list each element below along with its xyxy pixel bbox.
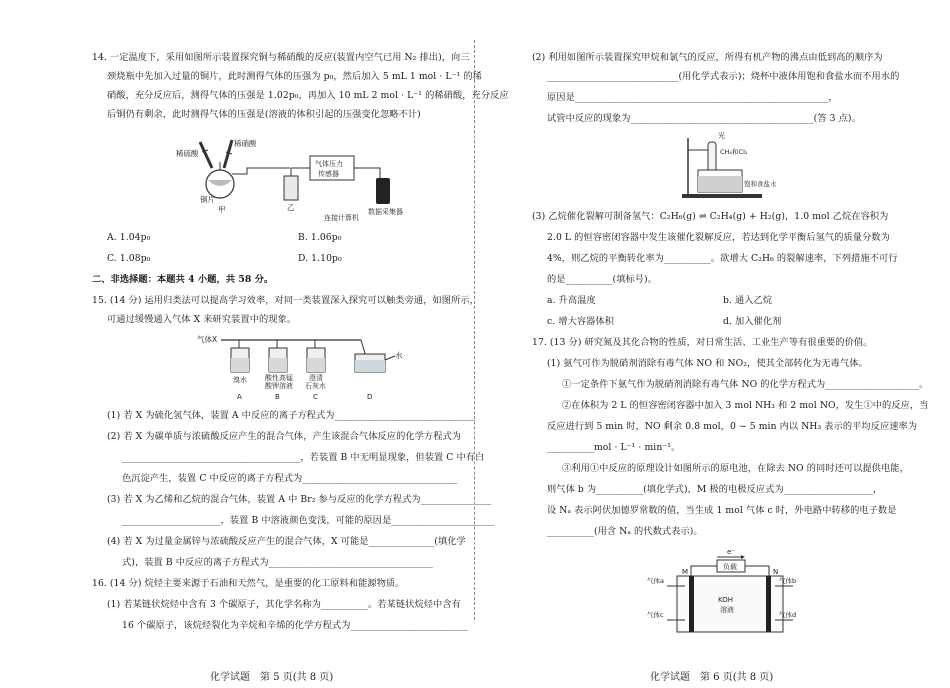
section-2-heading: 二、非选择题：本题共 4 小题，共 58 分。 [92,274,274,285]
q15-part2-line2-text: ，若装置 B 中无明显现象，但装置 C 中有白 [300,452,485,463]
q14-line1: 14. 一定温度下，采用如图所示装置探究铜与稀硝酸的反应(装置内空气已用 N₂ 排出)，向三 [92,52,470,63]
q16-3-option-a: a. 升高温度 [547,295,596,306]
q16-2-apparatus-figure [680,130,790,202]
q16-part1-line1: (1) 若某链状烷烃中含有 3 个碳原子，其化学名称为__________。若某链状烷烃中含有 [107,599,461,610]
q16-part1-line1-text: (1) 若某链状烷烃中含有 3 个碳原子，其化学名称为 [107,599,322,610]
q14-line2: 颈烧瓶中先加入过量的铜片，此时测得气体的压强为 p₀，然后加入 5 mL 1 mol · L⁻¹ 的稀 [107,71,482,82]
q16-3-line3: 4%，则乙烷的平衡转化率为__________。欲增大 C₂H₆ 的裂解速率，下列措施不可行 [547,253,898,264]
q17-sub3-line3: 设 Nₐ 表示阿伏加德罗常数的值，当生成 1 mol 气体 c 时，外电路中转移的电子数是 [547,505,897,516]
label-bromine: 溴水 [233,376,247,384]
q16-3-line4-tail: (填标号)。 [612,274,658,285]
q16-3-line2: 2.0 L 的恒容密闭容器中发生该催化裂解反应，若达到化学平衡后氢气的质量分数为 [547,232,890,243]
label-dilute-h2so4: 稀硫酸 [176,149,199,158]
q17-sub1-text: ①一定条件下氨气作为脱硝剂消除有毒气体 NO 的化学方程式为 [562,379,826,390]
wire-left [691,566,717,576]
q16-3-line1: (3) 乙烷催化裂解可制备氢气：C₂H₆(g) ⇌ C₂H₄(g) + H₂(g)，1.0 mol 乙烷在容积为 [532,211,889,222]
q15-part3-line1: (3) 若 X 为乙烯和乙烷的混合气体，装置 A 中 Br₂ 参与反应的化学方程式为_______________ [107,494,492,505]
q17-sub3-line4: __________(用含 Nₐ 的代数式表示)。 [547,526,703,537]
q16-3-line4: 的是__________(填标号)。 [547,274,658,285]
label-copper: 铜片 [200,195,215,204]
q16-2-line4: 试管中反应的现象为_______________________________________(答 3 点)。 [547,113,861,124]
q16-2-line2-tail: (用化学式表示)；烧杯中液体用饱和食盐水而不用水的 [678,71,900,82]
label-gas-a: 气体a [647,577,664,585]
q15-part3-line2: _____________________，装置 B 中溶液颜色变浅，可能的原因是______________________ [122,515,495,526]
q15-part3-line1-text: (3) 若 X 为乙烯和乙烷的混合气体，装置 A 中 Br₂ 参与反应的化学方程式为 [107,494,421,505]
q15-part4-line2-text: 式)，装置 B 中反应的离子方程式为 [122,557,269,568]
water-trough-d [355,340,385,372]
q16-2-line4-tail: (答 3 点)。 [813,113,861,124]
q17-sub2-line3: __________mol · L⁻¹ · min⁻¹。 [547,442,681,453]
label-gas-d: 气体d [779,611,797,619]
q16-2-line1: (2) 利用如图所示装置探究甲烷和氯气的反应，所得有机产物的沸点由低到高的顺序为 [532,52,883,63]
q15-apparatus-figure [195,330,425,402]
q17-sub1: ①一定条件下氨气作为脱硝剂消除有毒气体 NO 的化学方程式为____________________。 [562,379,929,390]
bottle-c [307,340,325,372]
q16-2-line2: ____________________________(用化学式表示)；烧杯中液体用饱和食盐水而不用水的 [547,71,900,82]
q17-line1: 17. (13 分) 研究氮及其化合物的性质，对日常生活、工业生产等有很重要的价值。 [532,337,873,348]
data-collector-device [376,178,390,204]
q16-3-line4-text: 的是 [547,274,566,285]
q17-sub3-line2-mid: (填化学式)，M 极的电极反应式为 [643,484,784,495]
q15-part1: (1) 若 X 为硫化氢气体，装置 A 中反应的离子方程式为______________________________ [107,410,476,421]
label-b: B [275,393,280,401]
q16-3-line3-tail: 。欲增大 C₂H₆ 的裂解速率，下列措施不可行 [710,253,898,264]
q15-part2-line2: ______________________________________，若装置 B 中无明显现象，但装置 C 中有白 [122,452,485,463]
q16-part1-line2: 16 个碳原子，该烷烃裂化为辛烷和辛烯的化学方程式为_________________________ [122,620,468,631]
q16-3-option-b: b. 通入乙烷 [723,295,773,306]
label-kmno4-2: 酸钾溶液 [265,382,293,390]
q16-2-line4-text: 试管中反应的现象为 [547,113,631,124]
label-koh-2: 溶液 [720,606,734,614]
label-computer: 连接计算机 [324,214,359,222]
q15-part1-text: (1) 若 X 为硫化氢气体，装置 A 中反应的离子方程式为 [107,410,335,421]
q15-part4-line1-text: (4) 若 X 为过量金属锌与浓硫酸反应产生的混合气体，X 可能是 [107,536,369,547]
q17-sub3-line2: 则气体 b 为__________(填化学式)，M 极的电极反应式为___________________， [547,484,883,495]
bottle-a [231,340,249,372]
q16-part1-line2-text: 16 个碳原子，该烷烃裂化为辛烷和辛烯的化学方程式为 [122,620,351,631]
q16-3-line3-text: 4%，则乙烷的平衡转化率为 [547,253,664,264]
label-m: M [682,568,689,576]
q14-line3: 硝酸，充分反应后，测得气体的压强是 1.02p₀，再加入 10 mL 2 mol · L⁻¹ 的稀硝酸，充分反应 [107,90,509,101]
label-load: 负载 [723,563,737,571]
footer-page-6: 化学试题 第 6 页(共 8 页) [650,672,774,683]
label-gas-b: 气体b [779,577,797,585]
electron-arrowhead [741,555,745,559]
label-lime-2: 石灰水 [305,382,326,390]
q14-option-a: A. 1.04p₀ [107,232,151,243]
q15-line2: 可通过缓慢通入气体 X 来研究装置中的现象。 [107,314,297,325]
q17-fuel-cell-figure [647,546,805,638]
label-ch4-cl2: CH₄和Cl₂ [720,148,748,156]
electrode-m [689,576,694,632]
q16-3-option-c: c. 增大容器体积 [547,316,615,327]
q17-part1: (1) 氨气可作为脱硝剂消除有毒气体 NO 和 NO₂，使其全部转化为无毒气体。 [547,358,868,369]
q17-sub2-line2: 反应进行到 5 min 时，NO 剩余 0.8 mol，0 ~ 5 min 内以 NH₃ 表示的平均反应速率为 [547,421,918,432]
q17-sub3-line4-text: (用含 Nₐ 的代数式表示)。 [593,526,703,537]
label-water: 水 [395,351,403,360]
water-pointer [385,356,395,360]
q14-apparatus-figure [172,134,422,224]
label-electron: e⁻ [727,548,736,556]
label-koh-1: KOH [718,596,733,604]
beaker [698,170,742,192]
label-lime-1: 澄清 [309,374,323,382]
bottle-yi [284,168,298,200]
q15-part2-line3: 色沉淀产生，装置 C 中反应的离子方程式为_________________________________ [122,473,458,484]
q14-option-d: D. 1.10p₀ [298,253,342,264]
wire-right [745,566,769,576]
q15-part2-line1: (2) 若 X 为碳单质与浓硫酸反应产生的混合气体，产生该混合气体反应的化学方程式为 [107,431,462,442]
q14-line4: 后铜仍有剩余，此时测得气体的压强是(溶液的体积引起的压强变化忽略不计) [107,109,421,120]
bottle-b [269,340,287,372]
label-a: A [237,393,242,401]
label-light: 光 [718,132,725,140]
label-brine: 饱和食盐水 [744,180,777,188]
label-kmno4-1: 酸性高锰 [265,374,293,382]
label-yi: 乙 [287,203,295,212]
electrode-n [766,576,771,632]
label-dilute-hno3: 稀硝酸 [234,139,257,148]
q15-part4-line1-tail: (填化学 [434,536,466,547]
footer-page-5: 化学试题 第 5 页(共 8 页) [210,672,334,683]
q15-part4-line1: (4) 若 X 为过量金属锌与浓硫酸反应产生的混合气体，X 可能是______________(填化学 [107,536,466,547]
q14-option-b: B. 1.06p₀ [298,232,342,243]
q16-2-line3: 原因是______________________________________________________， [547,92,838,103]
q15-part2-line3-text: 色沉淀产生，装置 C 中反应的离子方程式为 [122,473,303,484]
q16-part1-line1-tail: 。若某链状烷烃中含有 [368,599,461,610]
dropping-funnel-right [224,140,232,168]
label-gas-c: 气体c [647,611,664,619]
label-sensor-1: 气体压力 [315,160,343,168]
q17-sub2-line1: ②在体积为 2 L 的恒容密闭容器中加入 3 mol NH₃ 和 2 mol NO，发生①中的反应，当 [562,400,929,411]
label-n: N [773,568,779,576]
q15-part4-line2: 式)，装置 B 中反应的离子方程式为___________________________________ [122,557,433,568]
q17-sub3-line1: ③利用①中反应的原理设计如图所示的原电池，在除去 NO 的同时还可以提供电能， [562,463,909,474]
q17-sub3-line2-text: 则气体 b 为 [547,484,597,495]
q17-sub2-line3-text: mol · L⁻¹ · min⁻¹。 [593,442,681,453]
label-sensor-2: 传感器 [318,170,339,178]
label-collector: 数据采集器 [368,208,403,216]
q15-part3-line2-text: ，装置 B 中溶液颜色变浅，可能的原因是 [220,515,392,526]
right-page [475,0,950,688]
q16-3-option-d: d. 加入催化剂 [723,316,782,327]
q16-2-line3-text: 原因是 [547,92,575,103]
label-gas-x: 气体X [197,335,218,344]
tube-1 [232,168,290,174]
label-jia: 甲 [218,205,226,214]
q15-line1: 15. (14 分) 运用归类法可以提高学习效率，对同一类装置深入探究可以触类旁通，如图所示， [92,295,479,306]
q14-option-c: C. 1.08p₀ [107,253,151,264]
q16-line1: 16. (14 分) 烷烃主要来源于石油和天然气，是重要的化工原料和能源物质。 [92,578,405,589]
label-d: D [367,393,373,401]
cable [354,168,380,178]
label-c: C [313,393,318,401]
dropping-funnel-left [200,142,212,168]
